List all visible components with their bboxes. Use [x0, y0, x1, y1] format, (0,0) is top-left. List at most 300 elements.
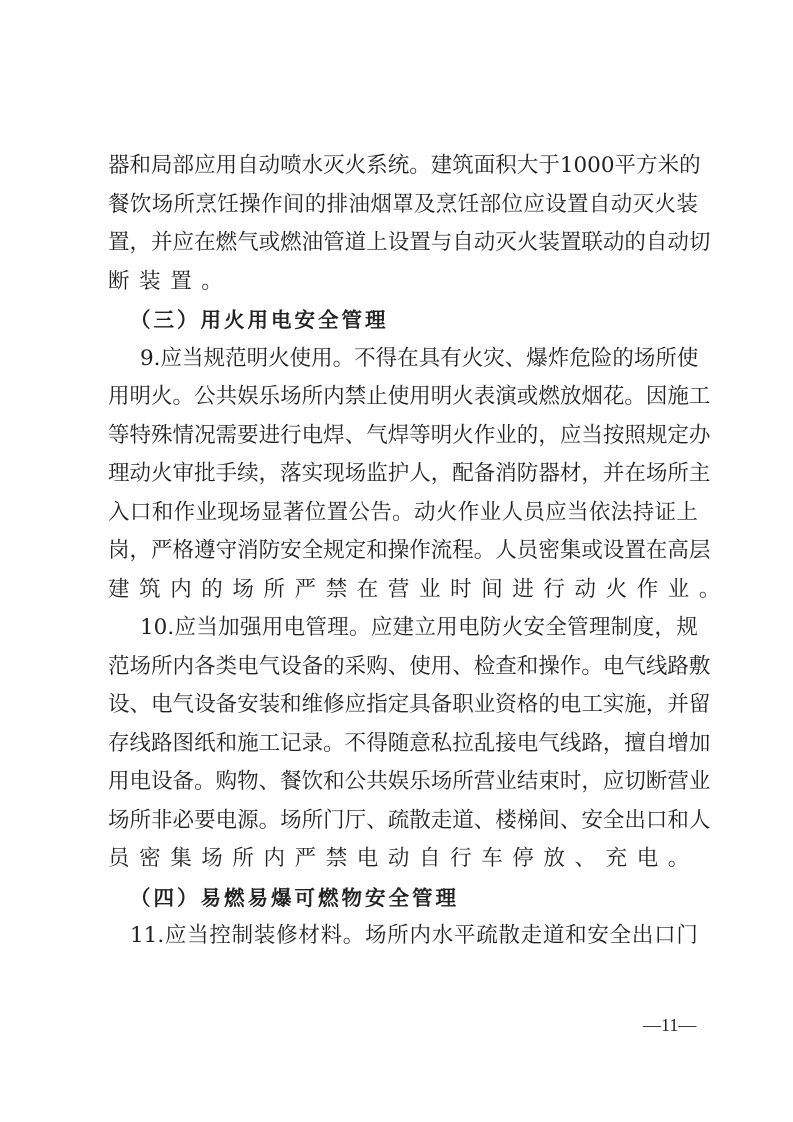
- glyph: 接: [495, 730, 517, 756]
- glyph: 使: [289, 345, 312, 371]
- glyph: 场: [151, 191, 174, 217]
- item-10-line: [108, 725, 711, 764]
- glyph: 现: [217, 499, 239, 525]
- glyph: 集: [559, 538, 582, 563]
- glyph: 操: [239, 191, 261, 217]
- glyph: 场: [108, 807, 130, 833]
- glyph: 备: [473, 461, 496, 486]
- glyph: 场: [633, 345, 656, 371]
- glyph: 燃: [215, 230, 238, 255]
- glyph: 自: [452, 230, 474, 255]
- glyph: 全: [545, 615, 567, 640]
- glyph: 、: [452, 653, 474, 679]
- glyph: 动: [129, 461, 152, 486]
- glyph: 线: [559, 730, 582, 756]
- paragraph-line: [108, 224, 711, 263]
- glyph: 应: [523, 191, 545, 217]
- glyph: 局: [151, 153, 173, 178]
- glyph: 、: [504, 345, 527, 371]
- glyph: 加: [688, 730, 711, 756]
- glyph: 气: [237, 230, 259, 255]
- glyph: 动: [258, 153, 281, 178]
- glyph: 有: [440, 345, 462, 371]
- glyph: 业: [195, 499, 217, 525]
- glyph: 等: [108, 422, 130, 448]
- glyph: 烹: [195, 191, 217, 217]
- glyph: 装: [538, 230, 560, 255]
- glyph: 道: [542, 923, 565, 948]
- glyph: 审: [172, 461, 195, 486]
- glyph: 危: [569, 345, 591, 371]
- glyph: 。: [624, 384, 646, 409]
- glyph: 花: [602, 384, 625, 409]
- glyph: 内: [323, 384, 345, 409]
- glyph: 建: [392, 615, 415, 640]
- glyph: 烟: [370, 191, 392, 217]
- glyph: 在: [194, 230, 216, 255]
- glyph: 电: [559, 692, 582, 717]
- glyph: 并: [151, 230, 173, 255]
- glyph: 平: [614, 153, 637, 178]
- glyph: 管: [305, 615, 327, 640]
- glyph: 饮: [301, 769, 324, 794]
- glyph: 制: [231, 923, 254, 948]
- glyph: 料: [320, 923, 343, 948]
- glyph: 源: [237, 807, 259, 833]
- glyph: 明: [129, 384, 152, 409]
- glyph: ，: [430, 461, 453, 486]
- glyph: 或: [258, 230, 281, 255]
- glyph: 设: [194, 692, 216, 717]
- glyph: 应: [370, 615, 393, 640]
- glyph: 设: [108, 692, 130, 717]
- glyph: 场: [365, 923, 387, 948]
- glyph: 器: [538, 461, 560, 486]
- glyph: 设: [545, 191, 567, 217]
- glyph: 梯: [516, 807, 539, 833]
- glyph: 全: [301, 538, 324, 563]
- glyph: 用: [108, 769, 130, 794]
- glyph: ，: [538, 422, 560, 448]
- glyph: 录: [301, 730, 324, 756]
- glyph: 人: [501, 499, 523, 525]
- glyph: 走: [520, 923, 543, 948]
- glyph: 设: [602, 538, 625, 563]
- glyph: 。: [581, 653, 603, 679]
- glyph: 厅: [344, 807, 367, 833]
- glyph: 建: [430, 153, 453, 178]
- glyph: 。: [332, 345, 355, 371]
- glyph: 联: [581, 230, 603, 255]
- glyph: 留: [688, 692, 711, 717]
- glyph: 应: [545, 499, 567, 525]
- glyph: 各: [194, 653, 216, 679]
- glyph: 和: [280, 692, 302, 717]
- glyph: 场: [129, 653, 152, 679]
- glyph: 置: [559, 230, 582, 255]
- glyph: 施: [237, 730, 259, 756]
- glyph: 统: [387, 153, 410, 178]
- glyph: 范: [108, 653, 130, 679]
- glyph: 自: [237, 153, 259, 178]
- glyph: 理: [588, 615, 611, 640]
- glyph: 证: [654, 499, 676, 525]
- glyph: 置: [624, 538, 646, 563]
- glyph: 续: [237, 461, 259, 486]
- glyph: 安: [237, 692, 259, 717]
- glyph: 员: [523, 499, 545, 525]
- glyph: 规: [645, 422, 668, 448]
- glyph: 法: [610, 499, 633, 525]
- glyph: 爆: [526, 345, 548, 371]
- glyph: 。: [409, 153, 431, 178]
- glyph: 水: [301, 153, 324, 178]
- glyph: 业: [495, 422, 517, 448]
- item-9-line: [108, 494, 698, 533]
- glyph: 面: [473, 153, 496, 178]
- glyph: 因: [645, 384, 668, 409]
- glyph: 需: [215, 422, 238, 448]
- glyph: 于: [538, 153, 560, 178]
- item-9-line: [108, 532, 711, 571]
- glyph: 业: [479, 499, 502, 525]
- glyph: 应: [602, 769, 625, 794]
- glyph: 平: [453, 923, 476, 948]
- glyph: 应: [194, 153, 216, 178]
- glyph: 定: [667, 422, 689, 448]
- glyph: 气: [172, 692, 195, 717]
- glyph: 人: [495, 538, 517, 563]
- paragraph-line: 断装置。: [108, 268, 233, 294]
- item-9-line: [108, 340, 698, 379]
- glyph: 规: [676, 615, 698, 640]
- glyph: 放: [559, 384, 582, 409]
- glyph: 出: [624, 807, 646, 833]
- glyph: 装: [253, 923, 276, 948]
- glyph: 火: [452, 422, 474, 448]
- glyph: 排: [326, 191, 349, 217]
- glyph: 控: [209, 923, 231, 948]
- glyph: 饪: [217, 191, 239, 217]
- item-10-line: [108, 802, 711, 841]
- glyph: 的: [516, 422, 539, 448]
- glyph: 疏: [387, 807, 410, 833]
- glyph: 共: [366, 769, 388, 794]
- glyph: 在: [397, 345, 419, 371]
- glyph: 饮: [129, 191, 152, 217]
- glyph: 类: [215, 653, 238, 679]
- glyph: 度: [632, 615, 655, 640]
- glyph: 上: [366, 230, 388, 255]
- glyph: 火: [151, 384, 173, 409]
- glyph: 动: [414, 499, 436, 525]
- item-9-line: [108, 455, 711, 494]
- glyph: 电: [215, 807, 238, 833]
- glyph: 共: [215, 384, 238, 409]
- glyph: 用: [311, 345, 333, 371]
- glyph: 防: [479, 615, 502, 640]
- glyph: 或: [516, 384, 539, 409]
- glyph: 方: [636, 153, 658, 178]
- glyph: 水: [431, 923, 454, 948]
- glyph: 况: [194, 422, 216, 448]
- glyph: 动: [602, 230, 625, 255]
- glyph: 当: [187, 923, 209, 948]
- glyph: 火: [516, 230, 539, 255]
- glyph: 止: [366, 384, 388, 409]
- glyph: 电: [283, 615, 306, 640]
- glyph: 场: [280, 807, 302, 833]
- glyph: 施: [624, 692, 646, 717]
- glyph: 守: [215, 538, 238, 563]
- glyph: 置: [409, 230, 431, 255]
- glyph: 散: [498, 923, 520, 948]
- glyph: 装: [676, 191, 698, 217]
- glyph: 灭: [632, 191, 655, 217]
- glyph: 办: [688, 422, 711, 448]
- glyph: 的: [679, 153, 701, 178]
- glyph: 情: [172, 422, 195, 448]
- glyph: 工: [258, 730, 281, 756]
- glyph: 购: [366, 653, 388, 679]
- glyph: 实: [602, 692, 625, 717]
- glyph: ，: [581, 769, 603, 794]
- glyph: 防: [258, 538, 281, 563]
- glyph: 束: [538, 769, 560, 794]
- glyph: 及: [414, 191, 436, 217]
- glyph: 作: [559, 653, 582, 679]
- glyph: 所: [173, 191, 196, 217]
- glyph: 指: [366, 692, 388, 717]
- glyph: 设: [151, 769, 173, 794]
- glyph: 灾: [483, 345, 505, 371]
- glyph: 和: [516, 653, 539, 679]
- glyph: 电: [151, 692, 173, 717]
- glyph: 操: [538, 653, 560, 679]
- glyph: 1000: [559, 153, 615, 178]
- glyph: 和: [366, 538, 388, 563]
- glyph: 所: [301, 384, 324, 409]
- glyph: 间: [538, 807, 560, 833]
- glyph: 现: [323, 461, 345, 486]
- glyph: 材: [298, 923, 320, 948]
- glyph: 。: [258, 807, 281, 833]
- glyph: 积: [495, 153, 517, 178]
- glyph: 餐: [108, 191, 130, 217]
- item-9-line: [108, 417, 711, 456]
- glyph: 工: [581, 692, 603, 717]
- glyph: 随: [387, 730, 410, 756]
- glyph: 火: [268, 345, 290, 371]
- glyph: 。: [342, 923, 365, 948]
- glyph: 电: [602, 653, 625, 679]
- glyph: 置: [326, 499, 349, 525]
- glyph: 的: [612, 345, 634, 371]
- glyph: 或: [581, 538, 603, 563]
- glyph: 规: [203, 345, 226, 371]
- glyph: 散: [409, 807, 431, 833]
- glyph: 修: [276, 923, 298, 948]
- glyph: 业: [495, 769, 517, 794]
- glyph: 道: [452, 807, 474, 833]
- glyph: 火: [344, 153, 367, 178]
- section-heading-4: （四）易燃易爆可燃物安全管理: [130, 885, 459, 910]
- glyph: 要: [194, 807, 216, 833]
- glyph: 非: [151, 807, 173, 833]
- document-body: [108, 147, 731, 956]
- glyph: 遵: [194, 538, 216, 563]
- glyph: 内: [172, 653, 195, 679]
- glyph: 所: [129, 807, 152, 833]
- glyph: 安: [280, 538, 302, 563]
- glyph: 的: [304, 191, 327, 217]
- glyph: 私: [430, 730, 453, 756]
- glyph: 油: [348, 191, 370, 217]
- glyph: 路: [667, 653, 689, 679]
- glyph: 不: [354, 345, 376, 371]
- glyph: 应: [344, 692, 367, 717]
- glyph: 餐: [280, 769, 302, 794]
- glyph: 存: [108, 730, 130, 756]
- glyph: 公: [194, 384, 216, 409]
- glyph: 管: [323, 230, 345, 255]
- glyph: 严: [151, 538, 173, 563]
- glyph: 电: [129, 769, 152, 794]
- glyph: 与: [430, 230, 453, 255]
- glyph: 置: [108, 230, 130, 255]
- paragraph-line: [108, 186, 698, 225]
- glyph: 使: [387, 384, 410, 409]
- glyph: 照: [624, 422, 646, 448]
- item-10-line: [108, 648, 711, 687]
- glyph: 间: [282, 191, 305, 217]
- glyph: 电: [237, 653, 259, 679]
- glyph: 必: [172, 807, 195, 833]
- glyph: 著: [282, 499, 305, 525]
- glyph: 自: [645, 230, 668, 255]
- glyph: 火: [151, 461, 173, 486]
- glyph: 。: [323, 730, 345, 756]
- glyph: 部: [172, 153, 195, 178]
- glyph: 门: [323, 807, 345, 833]
- glyph: 内: [409, 923, 432, 948]
- glyph: 规: [323, 538, 345, 563]
- glyph: 操: [387, 538, 410, 563]
- glyph: 制: [610, 615, 633, 640]
- glyph: 禁: [344, 384, 367, 409]
- glyph: 按: [602, 422, 625, 448]
- glyph: 场: [430, 769, 453, 794]
- glyph: 定: [344, 538, 367, 563]
- glyph: 作: [409, 538, 431, 563]
- glyph: 路: [151, 730, 173, 756]
- glyph: 灭: [323, 153, 345, 178]
- page-number: —11—: [643, 1015, 697, 1035]
- glyph: 安: [523, 615, 546, 640]
- glyph: 安: [587, 923, 609, 948]
- glyph: 在: [645, 538, 668, 563]
- glyph: 娱: [387, 769, 410, 794]
- glyph: 和: [129, 153, 152, 178]
- glyph: 落: [280, 461, 302, 486]
- glyph: 安: [581, 807, 603, 833]
- paragraph-line: [108, 147, 701, 186]
- glyph: 应: [559, 422, 582, 448]
- glyph: 乐: [258, 384, 281, 409]
- glyph: 气: [538, 730, 560, 756]
- glyph: 所: [655, 345, 677, 371]
- glyph: 等: [409, 422, 431, 448]
- item-10-line: [108, 686, 711, 725]
- glyph: 备: [301, 653, 324, 679]
- glyph: 走: [430, 807, 453, 833]
- glyph: 营: [473, 769, 496, 794]
- glyph: ，: [129, 230, 152, 255]
- glyph: 应: [172, 230, 195, 255]
- glyph: 的: [538, 692, 560, 717]
- glyph: 持: [632, 499, 655, 525]
- glyph: 9.: [140, 345, 161, 371]
- glyph: 险: [590, 345, 613, 371]
- glyph: 当: [581, 422, 603, 448]
- glyph: 护: [387, 461, 410, 486]
- glyph: 动: [667, 230, 689, 255]
- glyph: 的: [323, 653, 345, 679]
- glyph: 要: [237, 422, 259, 448]
- glyph: 敷: [688, 653, 711, 679]
- glyph: 和: [667, 807, 689, 833]
- glyph: 线: [645, 653, 668, 679]
- glyph: 消: [495, 461, 517, 486]
- glyph: 防: [516, 461, 539, 486]
- glyph: 工: [688, 384, 711, 409]
- glyph: 当: [196, 615, 218, 640]
- glyph: 当: [182, 345, 204, 371]
- glyph: 用: [215, 153, 238, 178]
- glyph: 主: [688, 461, 711, 486]
- glyph: 全: [602, 807, 625, 833]
- glyph: 大: [516, 153, 539, 178]
- glyph: 火: [461, 345, 484, 371]
- glyph: 炸: [547, 345, 570, 371]
- glyph: 作: [473, 422, 496, 448]
- glyph: 依: [588, 499, 611, 525]
- glyph: 理: [327, 615, 349, 640]
- glyph: 格: [516, 692, 539, 717]
- glyph: 密: [538, 538, 560, 563]
- glyph: 电: [516, 730, 539, 756]
- item-10-line: [108, 763, 711, 802]
- glyph: 手: [215, 461, 238, 486]
- glyph: 场: [280, 384, 302, 409]
- glyph: 乐: [409, 769, 431, 794]
- glyph: 纸: [194, 730, 216, 756]
- glyph: 。: [473, 538, 496, 563]
- glyph: 系: [366, 153, 388, 178]
- glyph: 定: [387, 692, 410, 717]
- glyph: 出: [631, 923, 654, 948]
- glyph: 置: [567, 191, 589, 217]
- glyph: 门: [676, 923, 698, 948]
- glyph: 采: [344, 653, 367, 679]
- glyph: 口: [654, 923, 676, 948]
- glyph: 范: [225, 345, 247, 371]
- glyph: 修: [323, 692, 345, 717]
- glyph: 设: [387, 230, 410, 255]
- glyph: 使: [676, 345, 699, 371]
- glyph: 气: [624, 653, 646, 679]
- glyph: 配: [452, 461, 474, 486]
